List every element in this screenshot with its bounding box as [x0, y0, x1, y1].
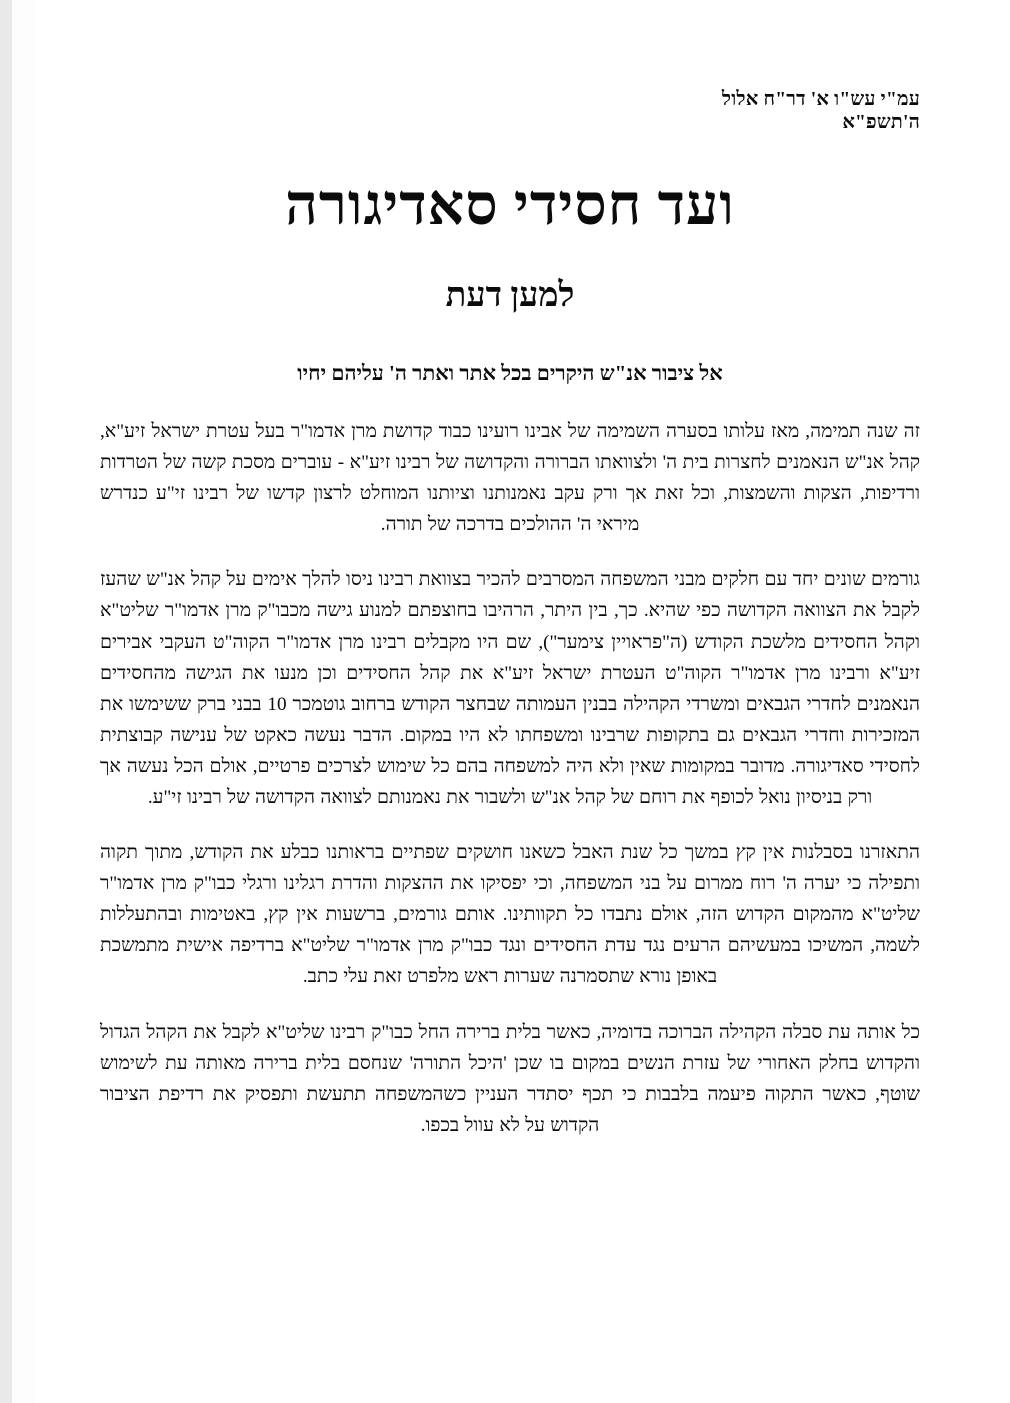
document-date-header: עמ"י עש"ו א' דר"ח אלול ה'תשפ"א	[721, 89, 920, 134]
body-paragraph: זה שנה תמימה, מאז עלותו בסערה השמימה של אבינו רועינו כבוד קדושת מרן אדמו"ר בעל עטרת ישראל זיע"א, קהל אנ"ש הנאמנים לחצרות בית ה' ולצוואתו הברורה והקדושה של רבינו זיע"א - עוברים מסכת קשה של הטרדות ורדיפות, הצקות והשמצות, וכל זאת אך ורק עקב נאמנותנו וציותנו המוחלט לרצון קדשו של רבינו זי"ע כנדרש מיראי ה' ההולכים בדרכה של תורה.	[100, 420, 920, 536]
body-paragraph: גורמים שונים יחד עם חלקים מבני המשפחה המסרבים להכיר בצוואת רבינו ניסו להלך אימים על קהל אנ"ש שהעז לקבל את הצוואה הקדושה כפי שהיא. כך, בין היתר, הרהיבו בחוצפתם למנוע גישה מכבו"ק מרן אדמו"ר שליט"א וקהל החסידים מלשכת הקודש (ה"פראויין צימער"), שם היו מקבלים רבינו מרן אדמו"ר הקוה"ט העקבי אבירים זיע"א ורבינו מרן אדמו"ר הקוה"ט העטרת ישראל זיע"א את קהל החסידים וכן מנעו את הגישה מהחסידים הנאמנים לחדרי הגבאים ומשרדי הקהילה בבנין העמותה שבחצר הקודש ברחוב גוטמכר 10 בבני ברק ששימשו את המזכירות וחדרי הגבאים גם בתקופות שרבינו ומשפחתו לא היו במקום. הדבר נעשה כאקט של ענישה קבוצתית לחסידי סאדיגורה. מדובר במקומות שאין ולא היה למשפחה בהם כל שימוש לצרכים פרטיים, אולם הכל נעשה אך ורק בניסיון נואל לכופף את רוחם של קהל אנ"ש ולשבור את נאמנותם לצוואה הקדושה של רבינו זי"ע.	[100, 569, 920, 808]
document-salutation: אל ציבור אנ"ש היקרים בכל אתר ואתר ה' עליהם יחיו	[297, 360, 723, 385]
document-subtitle: למען דעת	[445, 276, 575, 314]
body-paragraph: התאזרנו בסבלנות אין קץ במשך כל שנת האבל כשאנו חושקים שפתיים בראותנו כבלע את הקודש, מתוך תקוה ותפילה כי יערה ה' רוח ממרום על בני המשפחה, וכי יפסיקו את ההצקות והדרת רגלינו ורגלי כבו"ק מרן אדמו"ר שליט"א מהמקום הקדוש הזה, אולם נתבדו כל תקוותינו. אותם גורמים, ברשעות אין קץ, באטימות ובהתעללות לשמה, המשיכו במעשיהם הרעים נגד עדת החסידים ונגד כבו"ק מרן אדמו"ר שליט"א ברדיפה אישית מתמשכת באופן נורא שתסמרנה שערות ראש מלפרט זאת עלי כתב.	[100, 842, 920, 988]
body-paragraph: כל אותה עת סבלה הקהילה הברוכה בדומיה, כאשר בלית ברירה החל כבו"ק רבינו שליט"א לקבל את הקהל הגדול והקדוש בחלק האחורי של עזרת הנשים במקום בו שכן 'היכל התורה' שנחסם בלית ברירה מאותה עת לשימוש שוטף, כאשר התקוה פיעמה בלבבות כי תכף יסתדר העניין כשהמשפחה תתעשת ותפסיק את רדיפת הציבור הקדוש על לא עוול בכפו.	[100, 1021, 920, 1136]
document-body	[100, 416, 920, 1141]
page-title: ועד חסידי סאדיגורה	[285, 173, 735, 237]
